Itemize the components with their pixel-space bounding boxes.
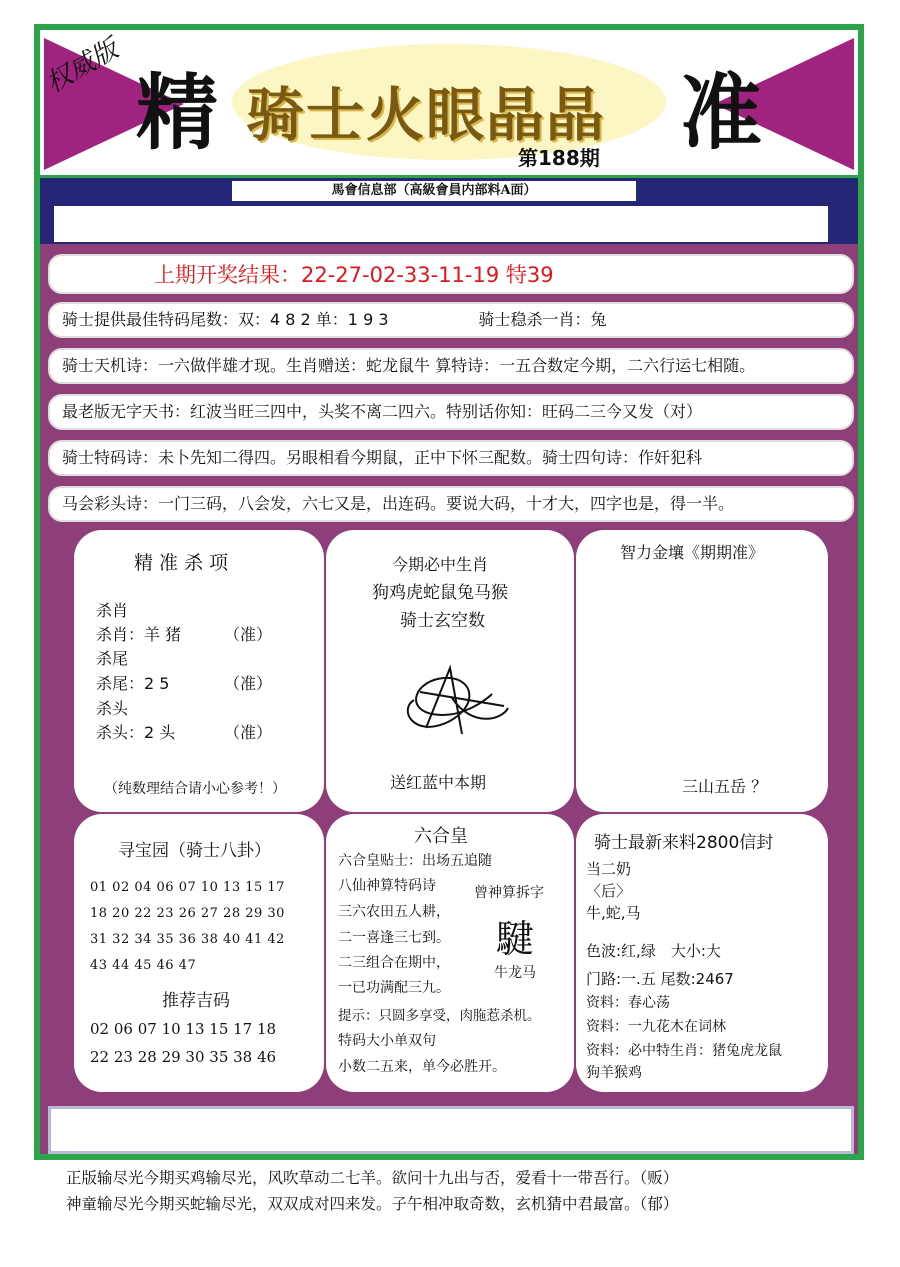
liuhe-line: 二三组合在期中， xyxy=(338,955,450,971)
wuzi-tianshu-text: 最老版无字天书：红波当旺三四中，头奖不离二四六。特别话你知：旺码二三今又发（对） xyxy=(62,402,703,421)
liuhe-king-box xyxy=(326,814,574,1092)
kill-line: 杀尾：2 5 xyxy=(96,674,170,693)
treasure-box-title: 寻宝园（骑士八卦） xyxy=(118,841,271,861)
last-result-special: 特39 xyxy=(505,263,554,287)
riddle-box xyxy=(576,530,828,812)
kill-items-box xyxy=(74,530,324,812)
caitou-poem-row xyxy=(48,486,854,522)
zodiac-box-footer: 送红蓝中本期 xyxy=(390,773,487,792)
footer-blank-banner xyxy=(48,1106,854,1154)
caitou-poem-text: 马会彩头诗：一门三码，八会发，六七又是，出连码。要说大码，十才大，四字也是，得一半。 xyxy=(62,494,735,513)
liuhe-line: 一已功满配三九。 xyxy=(338,980,450,996)
treasure-number-row: 31 32 34 35 36 38 40 41 42 xyxy=(90,932,285,947)
kill-line: 杀头：2 头 xyxy=(96,723,176,742)
letters-line: 狗羊猴鸡 xyxy=(586,1065,642,1081)
blank-banner xyxy=(54,206,828,242)
treasure-number-row: 01 02 04 06 07 10 13 15 17 xyxy=(90,880,285,895)
chaizi-title: 曾神算拆字 xyxy=(474,885,544,901)
liuhe-line: 特码大小单双句 xyxy=(338,1033,436,1049)
footer-poem: 正版输尽光今期买鸡输尽光，风吹草动二七羊。欲问十九出与否，爱看十一带吾行。（贩） xyxy=(66,1169,679,1187)
latest-letters-box xyxy=(576,814,828,1092)
riddle-box-footer: 三山五岳 ？ xyxy=(682,777,768,796)
riddle-box-title: 智力金壤《期期准》 xyxy=(620,543,765,562)
kill-line: 杀尾 xyxy=(96,649,129,668)
liuhe-line: 二一喜逢三七到。 xyxy=(338,930,450,946)
chaizi-answer: 牛龙马 xyxy=(494,965,536,981)
letters-line: 资料：春心荡 xyxy=(586,995,670,1011)
letters-line: 门路:一.五 尾数:2467 xyxy=(586,970,734,988)
subtitle: 馬會信息部（高級會員内部料A面） xyxy=(232,181,636,201)
tianji-poem-row xyxy=(48,348,854,384)
right-large-character: 准 xyxy=(680,65,763,161)
chaizi-character: 騝 xyxy=(496,917,535,961)
zodiac-box-subtitle: 骑士玄空数 xyxy=(400,611,485,631)
letters-line: 色波:红,绿 大小:大 xyxy=(586,942,721,960)
letters-line: 〈后〉 xyxy=(586,882,632,900)
last-result-row xyxy=(48,254,854,294)
edition-label: 权威版 xyxy=(40,34,124,100)
letters-line: 当二奶 xyxy=(586,860,632,878)
tema-poem-row xyxy=(48,440,854,476)
left-large-character: 精 xyxy=(136,65,219,161)
subtitle-band xyxy=(40,178,858,244)
scribble-signature-icon xyxy=(392,658,512,742)
letters-line: 资料：一九花木在词林 xyxy=(586,1019,726,1035)
treasure-garden-box xyxy=(74,814,324,1092)
liuhe-line: 小数二五来，单今必胜开。 xyxy=(338,1059,506,1075)
liuhe-line: 八仙神算特码诗 xyxy=(338,878,436,894)
treasure-number-row: 43 44 45 46 47 xyxy=(90,958,197,973)
best-tail-row xyxy=(48,302,854,338)
kill-box-note: （纯数理结合请小心参考！） xyxy=(104,781,286,797)
letters-line: 资料：必中特生肖：猪兔虎龙鼠 xyxy=(586,1043,782,1059)
lucky-number-row: 22 23 28 29 30 35 38 46 xyxy=(90,1048,277,1066)
letters-line: 牛,蛇,马 xyxy=(586,904,641,922)
kill-line: 杀肖：羊 猪 xyxy=(96,625,182,644)
issue-number: 第188期 xyxy=(518,146,600,170)
lottery-sheet xyxy=(34,24,864,1160)
zodiac-box-title: 今期必中生肖 xyxy=(392,555,489,574)
kill-line: 杀肖 xyxy=(96,601,129,620)
kill-line-mark: （准） xyxy=(224,674,273,693)
tema-poem-text: 骑士特码诗：未卜先知二得四。另眼相看今期鼠，正中下怀三配数。骑士四句诗：作奸犯科 xyxy=(62,448,703,467)
brand-title: 骑士火眼晶晶 xyxy=(246,81,607,149)
lucky-numbers-title: 推荐吉码 xyxy=(162,991,230,1011)
treasure-number-row: 18 20 22 23 26 27 28 29 30 xyxy=(90,906,285,921)
kill-line-mark: （准） xyxy=(224,625,273,644)
masthead xyxy=(40,30,858,178)
kill-box-title: 精 准 杀 项 xyxy=(134,552,229,574)
lucky-number-row: 02 06 07 10 13 15 17 18 xyxy=(90,1020,277,1038)
kill-line-mark: （准） xyxy=(224,723,273,742)
liuhe-line: 六合皇贴士：出场五追随 xyxy=(338,853,492,869)
last-result-label: 上期开奖结果： xyxy=(154,263,301,287)
liuhe-line: 三六农田五人耕， xyxy=(338,904,450,920)
last-result-numbers: 22-27-02-33-11-19 xyxy=(301,263,500,287)
liuhe-box-title: 六合皇 xyxy=(414,826,468,847)
tianji-poem-text: 骑士天机诗：一六做伴雄才现。生肖赠送：蛇龙鼠牛 算特诗：一五合数定今期，二六行运七相随。 xyxy=(62,356,756,375)
kill-one-text: 骑士稳杀一肖：兔 xyxy=(478,310,607,329)
wuzi-tianshu-row xyxy=(48,394,854,430)
footer-poem: 神童输尽光今期买蛇输尽光，双双成对四来发。子午相冲取奇数，玄机猜中君最富。（郁） xyxy=(66,1195,679,1213)
best-tail-text: 骑士提供最佳特码尾数：双：4 8 2 单：1 9 3 xyxy=(62,310,389,329)
zodiac-list: 狗鸡虎蛇鼠兔马猴 xyxy=(372,583,508,603)
zodiac-box xyxy=(326,530,574,812)
letters-box-title: 骑士最新来料2800信封 xyxy=(594,833,774,853)
kill-line: 杀头 xyxy=(96,699,129,718)
liuhe-line: 提示：只圆多享受，肉胣惹杀机。 xyxy=(338,1008,541,1024)
